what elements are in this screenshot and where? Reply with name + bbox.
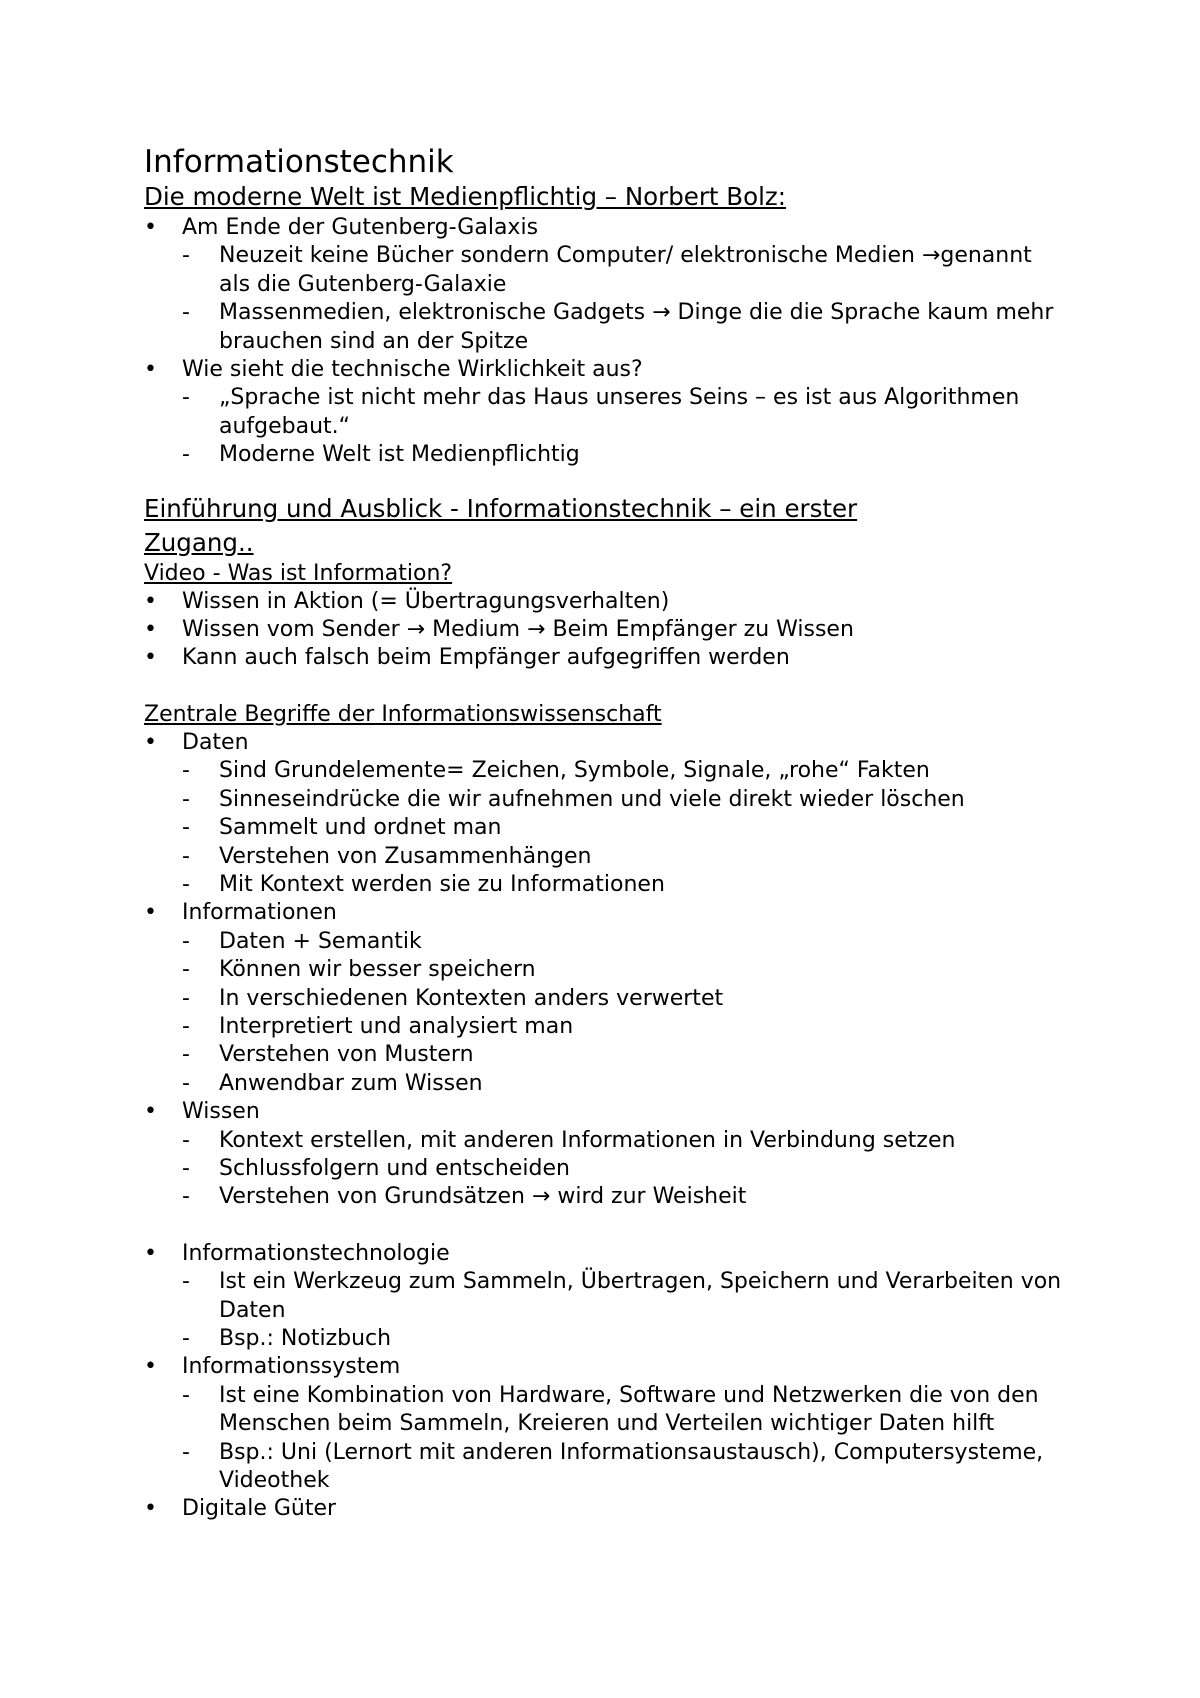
- sub-list-item-text: Schlussfolgern und entscheiden: [219, 1155, 570, 1181]
- dash-marker: -: [182, 1382, 190, 1408]
- list-item: [144, 729, 1064, 757]
- section-heading-bolz: Die moderne Welt ist Medienpflichtig – Norbert Bolz:: [144, 182, 787, 211]
- sub-list-item: [144, 1070, 1064, 1098]
- sub-list-item-text: Ist ein Werkzeug zum Sammeln, Übertragen, Speichern und Verarbeiten von Daten: [219, 1269, 1062, 1323]
- bolz-list: [144, 214, 1064, 470]
- sub-list-item-text: Sind Grundelemente= Zeichen, Symbole, Signale, „rohe“ Fakten: [219, 758, 930, 784]
- dash-marker: -: [182, 957, 190, 983]
- list-item-text: Wie sieht die technische Wirklichkeit aus?: [182, 357, 643, 383]
- sub-list-item: [144, 299, 1064, 356]
- list-item-text: Am Ende der Gutenberg-Galaxis: [182, 215, 539, 240]
- sub-list-item-text: Verstehen von Grundsätzen → wird zur Weisheit: [219, 1184, 747, 1210]
- document-title: Informationstechnik: [144, 144, 454, 180]
- sub-list-item: [144, 1127, 1064, 1155]
- sub-list-item-text: Massenmedien, elektronische Gadgets → Dinge die die Sprache kaum mehr brauchen sind an der Spitze: [219, 300, 1054, 354]
- list-item: [144, 214, 1064, 242]
- section-heading-einfuehrung: Einführung und Ausblick - Informationstechnik – ein erster Zugang..: [144, 493, 858, 557]
- sub-list-item: [144, 871, 1064, 899]
- bullet-marker: •: [144, 617, 157, 643]
- bullet-marker: •: [144, 1099, 157, 1125]
- sub-list-item: [144, 1325, 1064, 1353]
- sub-list-item-text: Können wir besser speichern: [219, 957, 536, 983]
- list-item: [144, 899, 1064, 927]
- list-item-text: Informationen: [182, 900, 337, 926]
- list-item-text: Wissen vom Sender → Medium → Beim Empfänger zu Wissen: [182, 617, 854, 643]
- sub-list-item-text: Interpretiert und analysiert man: [219, 1013, 574, 1039]
- dash-marker: -: [182, 300, 190, 326]
- bullet-marker: •: [144, 588, 157, 614]
- list-item: [144, 1098, 1064, 1126]
- bullet-marker: •: [144, 215, 157, 240]
- sub-list-item-text: Moderne Welt ist Medienpflichtig: [219, 442, 580, 468]
- document-page: [144, 144, 1064, 1524]
- sub-list-item-text: Verstehen von Zusammenhängen: [219, 843, 592, 869]
- list-item-text: Wissen in Aktion (= Übertragungsverhalten): [182, 588, 670, 614]
- dash-marker: -: [182, 1127, 190, 1153]
- sub-list-item-text: „Sprache ist nicht mehr das Haus unseres Seins – es ist aus Algorithmen aufgebaut.“: [219, 385, 1020, 439]
- sub-list-item: [144, 985, 1064, 1013]
- list-item: [144, 1353, 1064, 1381]
- dash-marker: -: [182, 1269, 190, 1295]
- sub-list-item: [144, 1041, 1064, 1069]
- sub-list-item: [144, 1013, 1064, 1041]
- sub-list-item-text: Kontext erstellen, mit anderen Informationen in Verbindung setzen: [219, 1127, 956, 1153]
- sub-list-item: [144, 956, 1064, 984]
- video-subheading: Video - Was ist Information?: [144, 560, 453, 586]
- bullet-marker: •: [144, 900, 157, 926]
- sub-list-item: [144, 1183, 1064, 1211]
- list-item-text: Kann auch falsch beim Empfänger aufgegriffen werden: [182, 645, 790, 671]
- dash-marker: -: [182, 1070, 190, 1096]
- sub-list-item-text: Ist eine Kombination von Hardware, Software und Netzwerken die von den Menschen beim Sammeln, Kreieren und Verteilen wichtiger Daten hilft: [219, 1382, 1039, 1437]
- list-item-text: Wissen: [182, 1099, 260, 1125]
- sub-list-item-text: Sammelt und ordnet man: [219, 815, 502, 841]
- sub-list-item-text: Mit Kontext werden sie zu Informationen: [219, 871, 665, 897]
- begriffe-list: [144, 729, 1064, 1212]
- sub-list-item: [144, 786, 1064, 814]
- list-item: [144, 644, 1064, 672]
- begriffe-list-2: [144, 1240, 1064, 1524]
- list-item: [144, 616, 1064, 644]
- zentrale-begriffe-subheading: Zentrale Begriffe der Informationswissenschaft: [144, 701, 662, 727]
- list-item-text: Digitale Güter: [182, 1496, 337, 1522]
- bullet-marker: •: [144, 1240, 157, 1266]
- dash-marker: -: [182, 1042, 190, 1068]
- list-item-text: Daten: [182, 729, 249, 755]
- bullet-marker: •: [144, 645, 157, 671]
- dash-marker: -: [182, 871, 190, 897]
- dash-marker: -: [182, 1326, 190, 1351]
- sub-list-item-text: Daten + Semantik: [219, 928, 422, 954]
- dash-marker: -: [182, 985, 190, 1011]
- dash-marker: -: [182, 1439, 190, 1465]
- dash-marker: -: [182, 385, 190, 411]
- sub-list-item: [144, 384, 1064, 441]
- dash-marker: -: [182, 843, 190, 869]
- list-item-text: Informationssystem: [182, 1354, 401, 1380]
- dash-marker: -: [182, 442, 190, 468]
- bullet-marker: •: [144, 1496, 157, 1522]
- sub-list-item: [144, 1268, 1064, 1325]
- sub-list-item: [144, 1439, 1064, 1496]
- dash-marker: -: [182, 758, 190, 784]
- dash-marker: -: [182, 1184, 190, 1210]
- list-item: [144, 588, 1064, 616]
- sub-list-item: [144, 242, 1064, 299]
- sub-list-item-text: Bsp.: Uni (Lernort mit anderen Informationsaustausch), Computersysteme, Videothek: [219, 1439, 1044, 1494]
- sub-list-item-text: Neuzeit keine Bücher sondern Computer/ elektronische Medien →genannt als die Gutenberg-Galaxie: [219, 243, 1032, 297]
- dash-marker: -: [182, 928, 190, 954]
- video-list: [144, 588, 1064, 673]
- sub-list-item-text: Bsp.: Notizbuch: [219, 1326, 392, 1351]
- sub-list-item: [144, 1382, 1064, 1439]
- sub-list-item-text: Sinneseindrücke die wir aufnehmen und viele direkt wieder löschen: [219, 786, 965, 812]
- sub-list-item: [144, 928, 1064, 956]
- dash-marker: -: [182, 1155, 190, 1181]
- sub-list-item: [144, 441, 1064, 469]
- dash-marker: -: [182, 815, 190, 841]
- sub-list-item: [144, 1155, 1064, 1183]
- sub-list-item-text: Verstehen von Mustern: [219, 1042, 474, 1068]
- sub-list-item: [144, 757, 1064, 785]
- sub-list-item: [144, 814, 1064, 842]
- bullet-marker: •: [144, 1354, 157, 1380]
- sub-list-item: [144, 843, 1064, 871]
- list-item: [144, 1495, 1064, 1523]
- sub-list-item-text: In verschiedenen Kontexten anders verwertet: [219, 985, 724, 1011]
- bullet-marker: •: [144, 357, 157, 383]
- list-item-text: Informationstechnologie: [182, 1240, 450, 1266]
- dash-marker: -: [182, 786, 190, 812]
- dash-marker: -: [182, 243, 190, 269]
- dash-marker: -: [182, 1013, 190, 1039]
- sub-list-item-text: Anwendbar zum Wissen: [219, 1070, 483, 1096]
- list-item: [144, 356, 1064, 384]
- bullet-marker: •: [144, 729, 157, 755]
- list-item: [144, 1240, 1064, 1268]
